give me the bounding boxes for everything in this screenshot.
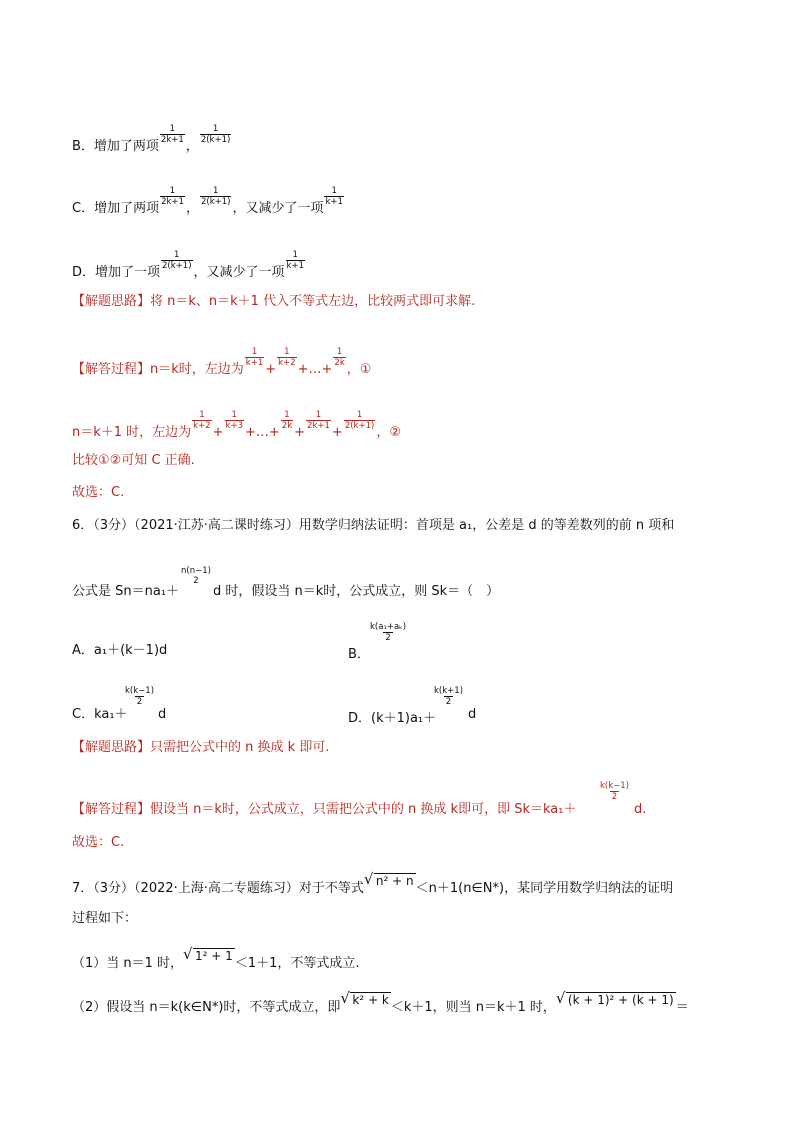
fraction: $\frac{1}{2(k+1)}$: [344, 410, 375, 431]
sqrt: √ k² + k: [340, 989, 389, 1007]
q6-stem-line2: 公式是 Sn＝na₁＋ n(n−1) 2 d 时，假设当 n＝k时，公式成立，则 Sk＝（ ）: [72, 566, 500, 599]
q6-process: 【解答过程】假设当 n＝k时，公式成立，只需把公式中的 n 换成 k即可，即 Sk＝ka₁＋: [72, 802, 577, 817]
fraction: $\frac{1}{k+1}$: [286, 250, 304, 271]
q6-process-fraction: k(k−1) 2: [600, 781, 630, 802]
fraction: $\frac{1}{2k+1}$: [160, 124, 184, 145]
fraction: $\frac{1}{k+2}$: [278, 347, 296, 368]
q5-process-line2: n＝k＋1 时，左边为 $\frac{1}{k+2}$ + $\frac{1}{k+3}$ +…+ $\frac{1}{2k}$ + $\frac{1}{2k+1}$ + $\frac{1}{2(k+1)}$ ，②: [72, 410, 401, 440]
q6-answer: 故选：C.: [72, 835, 125, 850]
q6-option-c: C．ka₁＋: [72, 707, 128, 722]
q6-option-d: D．(k＋1)a₁＋: [348, 711, 437, 726]
q7-step1: （1）当 n＝1 时， √ 1² + 1 ＜1＋1，不等式成立.: [72, 945, 360, 971]
q6-hint: 【解题思路】只需把公式中的 n 换成 k 即可.: [72, 740, 330, 755]
sqrt: √ (k + 1)² + (k + 1): [555, 989, 674, 1007]
q5-process-line1: 【解答过程】n＝k时，左边为 $\frac{1}{k+1}$ + $\frac{1}{k+2}$ +…+ $\frac{1}{2k}$ ，①: [72, 347, 372, 377]
option-c: C．增加了两项 $\frac{1}{2k+1}$ ， $\frac{1}{2(k+1)}$ ，又减少了一项 $\frac{1}{k+1}$: [72, 186, 343, 216]
fraction: $\frac{1}{2(k+1)}$: [200, 124, 231, 145]
fraction: $\frac{1}{k+3}$: [225, 410, 243, 431]
fraction: $\frac{1}{2k}$: [281, 410, 293, 431]
q7-stem-line1: 7．（3分）（2022·上海·高二专题练习）对于不等式 √ n² + n ＜n＋1(n∈N*)，某同学用数学归纳法的证明: [72, 870, 674, 896]
option-b: B．增加了两项 $\frac{1}{2k+1}$ ， $\frac{1}{2(k+1)}$: [72, 124, 231, 154]
q6-option-c-fraction: k(k−1) 2: [125, 686, 155, 707]
q5-compare: 比较①②可知 C 正确.: [72, 453, 195, 468]
sqrt: √ n² + n: [363, 870, 414, 888]
option-d: D．增加了一项 $\frac{1}{2(k+1)}$ ，又减少了一项 $\frac{1}{k+1}$: [72, 250, 304, 280]
q6-option-d-fraction: k(k+1) 2: [434, 686, 464, 707]
fraction: $\frac{1}{2k}$: [334, 347, 345, 368]
sqrt: √ 1² + 1: [183, 945, 233, 963]
fraction: $\frac{1}{k+1}$: [325, 186, 343, 207]
q6-stem-line1: 6．（3分）（2021·江苏·高二课时练习）用数学归纳法证明：首项是 a₁，公差是 d 的等差数列的前 n 项和: [72, 518, 675, 533]
fraction: n(n−1) 2: [181, 566, 211, 586]
fraction: $\frac{1}{2(k+1)}$: [162, 250, 192, 271]
q7-stem-line2: 过程如下：: [72, 911, 138, 926]
q5-hint: 【解题思路】将 n＝k、n＝k＋1 代入不等式左边，比较两式即可求解.: [72, 294, 476, 309]
q5-answer: 故选：C.: [72, 485, 125, 500]
fraction: $\frac{1}{k+2}$: [193, 410, 211, 431]
q7-step2: （2）假设当 n＝k(k∈N*)时，不等式成立，即 √ k² + k ＜k＋1，则当 n＝k＋1 时， √ (k + 1)² + (k + 1) ＝: [72, 989, 689, 1015]
fraction: $\frac{1}{k+1}$: [245, 347, 264, 368]
fraction: $\frac{1}{2k+1}$: [307, 410, 330, 431]
fraction: $\frac{1}{2k+1}$: [161, 186, 184, 207]
fraction: $\frac{1}{2(k+1)}$: [200, 186, 231, 207]
q6-option-a: A．a₁＋(k－1)d: [72, 643, 168, 658]
q6-option-b: B．: [348, 647, 370, 662]
q6-option-b-fraction: k(a₁+aₖ) 2: [370, 622, 407, 643]
